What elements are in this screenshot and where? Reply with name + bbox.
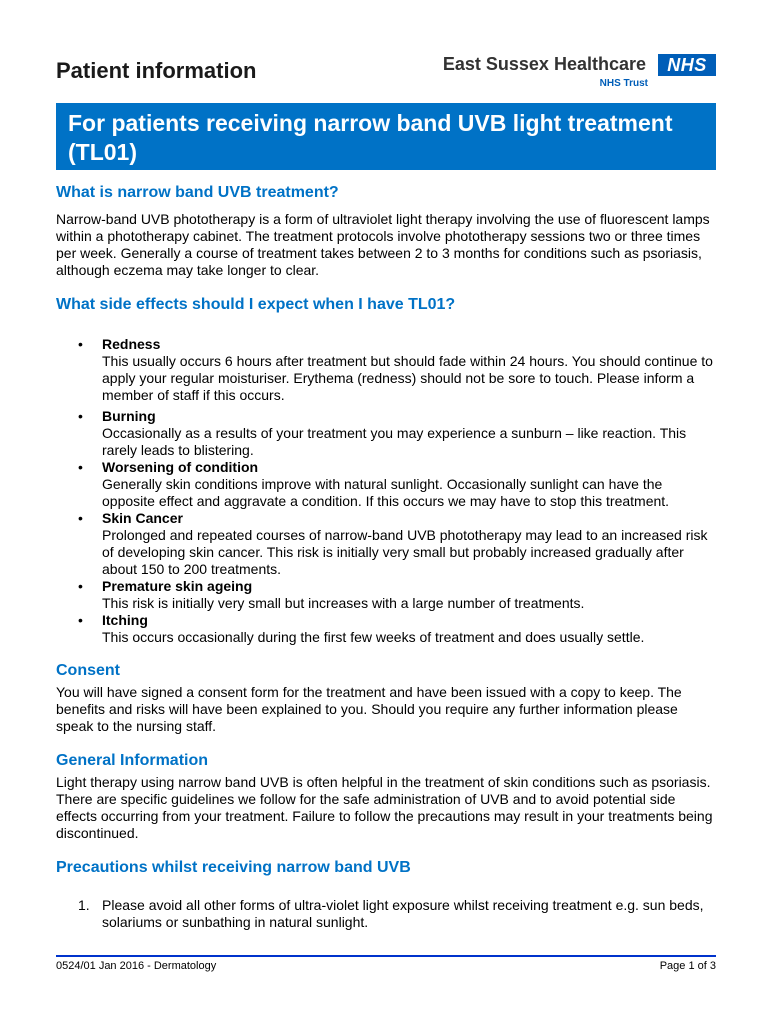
- list-item-title: Burning: [102, 408, 156, 424]
- page-header: [56, 54, 716, 94]
- bullet-icon: •: [78, 510, 83, 526]
- document-body: [56, 184, 716, 931]
- list-item: [56, 408, 716, 459]
- trust-subtitle: NHS Trust: [599, 78, 648, 89]
- patient-information-title: Patient information: [56, 58, 257, 83]
- list-item-number: 1.: [78, 897, 90, 913]
- list-item: [56, 336, 716, 404]
- list-item-text: Occasionally as a results of your treatment you may experience a sunburn – like reaction. This rarely leads to blistering.: [102, 425, 687, 458]
- page-number: Page 1 of 3: [659, 960, 716, 972]
- document-title: For patients receiving narrow band UVB light treatment (TL01): [68, 110, 673, 165]
- list-item-text: Please avoid all other forms of ultra-violet light exposure whilst receiving treatment e.g. sun beds, solariums or sunbathing in natural sunlight.: [102, 897, 704, 930]
- bullet-icon: •: [78, 408, 83, 424]
- section-text-what-is: Narrow-band UVB phototherapy is a form of ultraviolet light therapy involving the use of fluorescent lamps within a phototherapy cabinet. The treatment protocols involve phototherapy sessions two or three times per week. Generally a course of treatment takes between 2 to 3 months for conditions such as psoriasis, although eczema may take longer to clear.: [56, 211, 710, 278]
- list-item-text: Prolonged and repeated courses of narrow-band UVB phototherapy may lead to an increased risk of developing skin cancer. This risk is initially very small but probably increased gradually after about 150 to 200 treatments.: [102, 527, 708, 577]
- section-heading-general: General Information: [56, 752, 209, 769]
- trust-name: East Sussex Healthcare: [442, 54, 646, 74]
- list-item: [56, 510, 716, 578]
- list-item: [56, 612, 716, 646]
- list-item-title: Redness: [102, 336, 161, 352]
- section-heading-consent: Consent: [56, 662, 120, 679]
- list-item-title: Premature skin ageing: [102, 578, 253, 594]
- list-item: [56, 897, 716, 931]
- section-heading-precautions: Precautions whilst receiving narrow band UVB: [56, 859, 411, 876]
- bullet-icon: •: [78, 459, 83, 475]
- list-item-text: Generally skin conditions improve with natural sunlight. Occasionally sunlight can have the opposite effect and aggravate a condition. If this occurs we may have to stop this treatment.: [102, 476, 670, 509]
- footer-divider: [56, 955, 716, 957]
- section-heading-side-effects: What side effects should I expect when I have TL01?: [56, 296, 456, 313]
- title-banner: [56, 103, 716, 170]
- list-item: [56, 578, 716, 612]
- list-item-title: Worsening of condition: [102, 459, 259, 475]
- section-heading-what-is: What is narrow band UVB treatment?: [56, 184, 339, 201]
- list-item-text: This usually occurs 6 hours after treatment but should fade within 24 hours. You should continue to apply your regular moisturiser. Erythema (redness) should not be sore to touch. Please inform a member of staff if this occurs.: [102, 353, 713, 403]
- bullet-icon: •: [78, 336, 83, 352]
- page-footer: [56, 955, 716, 972]
- footer-reference: 0524/01 Jan 2016 - Dermatology: [56, 960, 217, 972]
- precautions-list: [56, 897, 716, 931]
- list-item-title: Itching: [102, 612, 148, 628]
- list-item-title: Skin Cancer: [102, 510, 183, 526]
- list-item: [56, 459, 716, 510]
- bullet-icon: •: [78, 612, 83, 628]
- section-text-consent: You will have signed a consent form for the treatment and have been issued with a copy to keep. The benefits and risks will have been explained to you. Should you require any further information please speak to the nursing staff.: [56, 684, 682, 734]
- nhs-logo: NHS: [658, 54, 716, 76]
- side-effects-list: [56, 336, 716, 646]
- list-item-text: This risk is initially very small but increases with a large number of treatments.: [102, 595, 585, 611]
- list-item-text: This occurs occasionally during the first few weeks of treatment and does usually settle.: [102, 629, 645, 645]
- bullet-icon: •: [78, 578, 83, 594]
- section-text-general: Light therapy using narrow band UVB is often helpful in the treatment of skin conditions such as psoriasis. There are specific guidelines we follow for the safe administration of UVB and to avoid potential side effects occurring from your treatment. Failure to follow the precautions may result in your treatments being discontinued.: [56, 774, 713, 841]
